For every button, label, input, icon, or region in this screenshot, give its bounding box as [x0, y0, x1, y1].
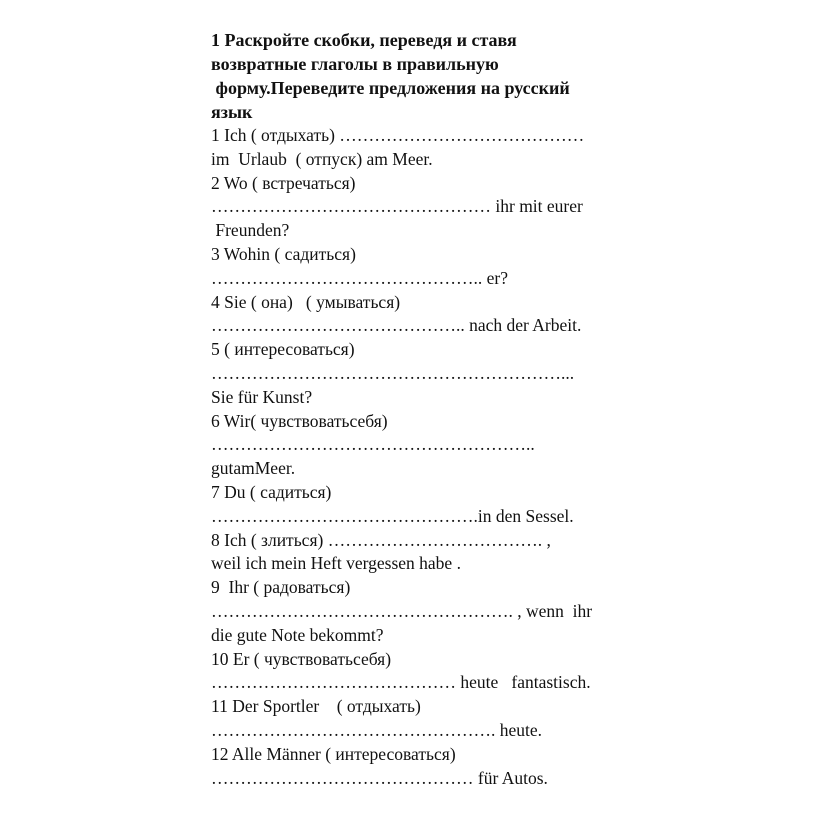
exercise-line: 1 Ich ( отдыхать) ……………………………………	[211, 125, 585, 145]
exercise-line: 4 Sie ( она) ( умываться)	[211, 291, 401, 312]
exercise-line: …………………………………… heute fantastisch.	[211, 672, 591, 693]
exercise-line: 8 Ich ( злиться) ………………………………. ,	[211, 529, 551, 550]
exercise-line: 3 Wohin ( садиться)	[211, 243, 356, 264]
title-line: форму.Переведите предложения на русский	[211, 78, 570, 98]
exercise-line: im Urlaub ( отпуск) am Meer.	[211, 148, 433, 169]
exercise-line: ……………………………………… für Autos.	[211, 767, 548, 788]
exercise-line: 7 Du ( садиться)	[211, 481, 332, 502]
exercise-line: 11 Der Sportler ( отдыхать)	[211, 696, 421, 717]
exercise-line: 2 Wo ( встречаться)	[211, 172, 356, 193]
exercise-body	[211, 124, 811, 790]
exercise-line: 6 Wir( чувствоватьсебя)	[211, 410, 388, 431]
exercise-line: gutamMeer.	[211, 458, 296, 479]
exercise-line: ……………………………………………………...	[211, 362, 575, 383]
exercise-line: ……………………………………………. , wenn ihr	[211, 600, 593, 621]
exercise-line: Sie für Kunst?	[211, 386, 313, 407]
exercise-line: weil ich mein Heft vergessen habe .	[211, 553, 461, 574]
exercise-line: …………………………………………. heute.	[211, 719, 543, 740]
exercise-line: ……………………………………….in den Sessel.	[211, 505, 574, 526]
exercise-title	[211, 28, 811, 124]
worksheet-page	[211, 28, 811, 790]
title-line: язык	[211, 102, 253, 122]
exercise-line: …………………………………….. nach der Arbeit.	[211, 315, 582, 336]
exercise-line: ………………………………………………..	[211, 434, 535, 455]
exercise-line: die gute Note bekommt?	[211, 624, 384, 645]
exercise-line: 5 ( интересоваться)	[211, 339, 355, 360]
exercise-line: ……………………………………….. er?	[211, 267, 508, 288]
title-line: возвратные глаголы в правильную	[211, 54, 499, 74]
exercise-line: 12 Alle Männer ( интересоваться)	[211, 743, 456, 764]
exercise-line: 9 Ihr ( радоваться)	[211, 577, 351, 598]
exercise-line: Freunden?	[211, 220, 290, 241]
title-line: 1 Раскройте скобки, переведя и ставя	[211, 30, 517, 50]
exercise-line: ………………………………………… ihr mit eurer	[211, 196, 583, 217]
exercise-line: 10 Er ( чувствоватьсебя)	[211, 648, 392, 669]
